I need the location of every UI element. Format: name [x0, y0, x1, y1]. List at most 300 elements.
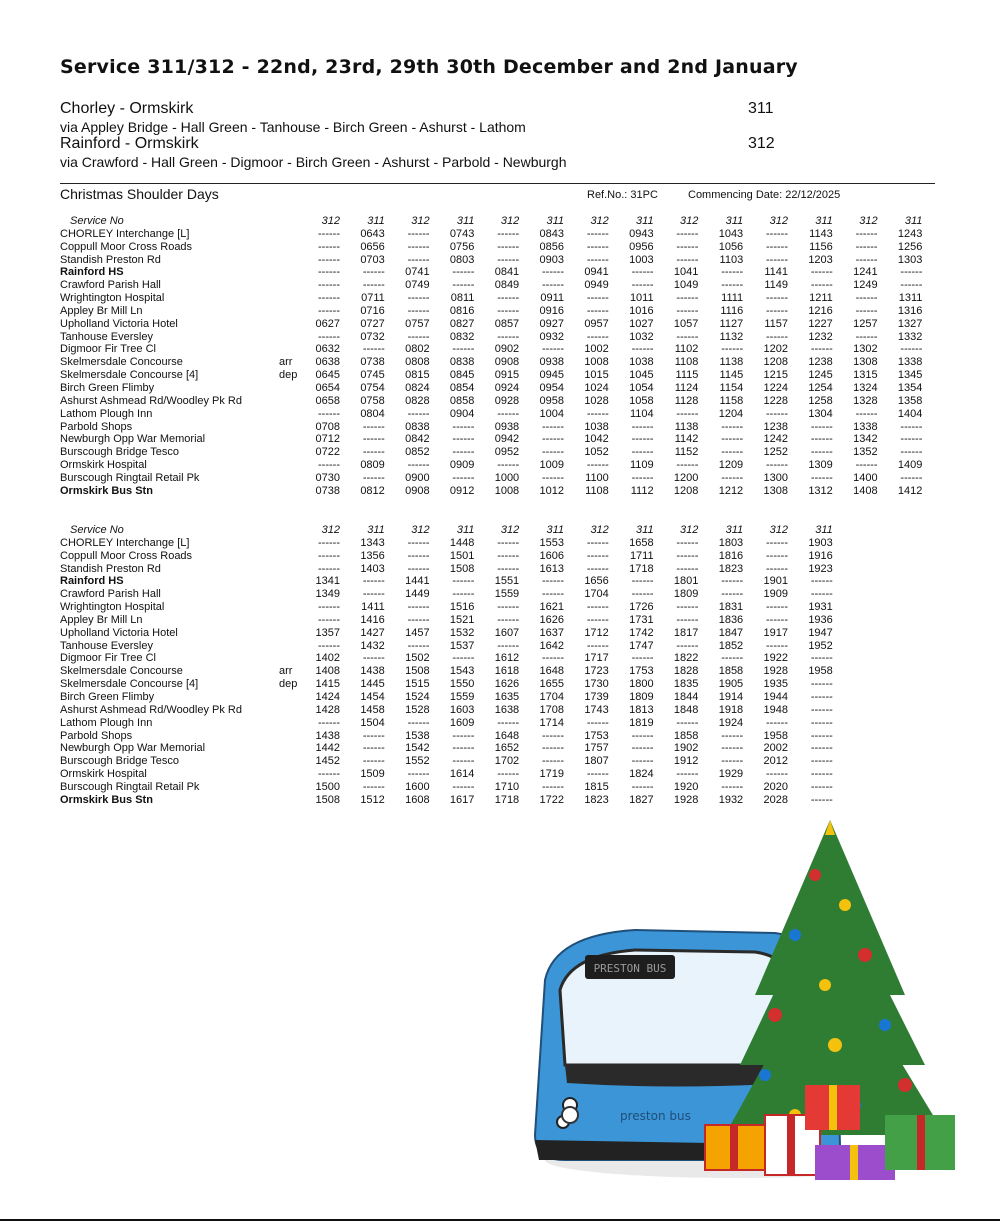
departure-time: 1537 [449, 639, 475, 652]
service-number: 312 [590, 524, 609, 536]
stop-name: Coppull Moor Cross Roads [60, 549, 193, 562]
departure-time: ------ [318, 768, 340, 781]
stop-name: Tanhouse Eversley [60, 330, 153, 343]
departure-time: ------ [362, 780, 385, 793]
departure-time: ------ [676, 613, 699, 626]
departure-time: 1252 [763, 446, 788, 459]
arr-dep-label: arr [279, 665, 293, 678]
service-number: 312 [321, 215, 340, 227]
service-number: 312 [411, 215, 430, 227]
departure-time: ------ [631, 420, 654, 433]
departure-time: ------ [676, 304, 699, 317]
departure-time: 1438 [360, 665, 385, 678]
departure-time: 1739 [584, 690, 609, 703]
departure-time: 1449 [405, 588, 430, 601]
departure-time: ------ [810, 266, 833, 279]
departure-time: 1448 [449, 536, 475, 549]
departure-time: ------ [810, 716, 833, 729]
departure-time: ------ [855, 330, 878, 343]
departure-time: 1932 [718, 793, 744, 806]
departure-time: 0816 [449, 304, 475, 317]
departure-time: 1813 [629, 703, 654, 716]
departure-time: 1304 [808, 407, 833, 420]
departure-time: 1316 [897, 304, 923, 317]
departure-time: 1254 [808, 381, 833, 394]
departure-time: ------ [452, 420, 475, 433]
departure-time: 1912 [673, 755, 699, 768]
departure-time: 0828 [405, 394, 430, 407]
departure-time: 1742 [629, 626, 654, 639]
service-number: 311 [636, 524, 654, 536]
departure-time: 1918 [718, 703, 744, 716]
departure-time: 1831 [718, 601, 744, 614]
arr-dep-label: dep [279, 678, 298, 691]
departure-time: 1847 [718, 626, 744, 639]
departure-time: 1542 [405, 742, 430, 755]
departure-time: 1400 [853, 471, 878, 484]
departure-time: 1212 [718, 484, 744, 497]
departure-time: 1952 [808, 639, 833, 652]
departure-time: 1104 [629, 407, 654, 420]
stop-name: Rainford HS [60, 575, 124, 588]
departure-time: 0908 [405, 484, 430, 497]
departure-time: 0956 [629, 240, 654, 253]
departure-time: ------ [721, 266, 744, 279]
departure-time: 1928 [673, 793, 699, 806]
departure-time: 1141 [764, 266, 788, 279]
departure-time: 0904 [449, 407, 475, 420]
departure-time: ------ [452, 343, 475, 356]
departure-time: ------ [318, 716, 340, 729]
departure-time: 0932 [539, 330, 564, 343]
departure-time: 1717 [584, 652, 609, 665]
departure-time: 1300 [763, 471, 788, 484]
departure-time: 0808 [405, 356, 430, 369]
departure-time: ------ [766, 768, 788, 781]
departure-time: 1931 [808, 601, 833, 614]
departure-time: 1158 [719, 394, 744, 407]
departure-time: 1909 [763, 588, 788, 601]
departure-time: 1612 [494, 652, 520, 665]
departure-time: ------ [586, 240, 609, 253]
departure-time: 1328 [853, 394, 878, 407]
departure-time: 1914 [718, 690, 744, 703]
departure-time: 1216 [808, 304, 833, 317]
departure-time: 0857 [494, 317, 520, 330]
departure-time: 0756 [449, 240, 475, 253]
departure-time: 1012 [539, 484, 564, 497]
departure-time: ------ [855, 227, 878, 240]
departure-time: 1823 [718, 562, 744, 575]
departure-time: ------ [407, 601, 430, 614]
departure-time: 1308 [853, 356, 878, 369]
departure-time: 1315 [853, 369, 878, 382]
service-number: 312 [411, 524, 430, 536]
departure-time: 0908 [494, 356, 520, 369]
departure-time: 1815 [584, 780, 609, 793]
departure-time: 1004 [539, 407, 564, 420]
stop-name: Crawford Parish Hall [60, 279, 161, 292]
departure-time: 1224 [763, 381, 788, 394]
service-number: 311 [456, 524, 475, 536]
departure-time: ------ [766, 253, 788, 266]
departure-time: 1528 [405, 703, 430, 716]
departure-time: 1658 [629, 536, 654, 549]
departure-time: 1613 [539, 562, 564, 575]
departure-time: 1606 [539, 549, 564, 562]
departure-time: ------ [407, 549, 430, 562]
departure-time: 1454 [360, 690, 385, 703]
departure-time: ------ [676, 639, 699, 652]
route-number-312: 312 [748, 135, 775, 152]
stop-name: Upholland Victoria Hotel [60, 626, 178, 639]
departure-time: ------ [631, 742, 654, 755]
departure-time: ------ [810, 446, 833, 459]
departure-time: 1638 [494, 703, 520, 716]
departure-time: ------ [407, 716, 430, 729]
departure-time: 1245 [808, 369, 833, 382]
departure-time: 1543 [449, 665, 475, 678]
departure-time: ------ [542, 420, 564, 433]
departure-time: 0852 [405, 446, 430, 459]
departure-time: 1402 [315, 652, 340, 665]
departure-time: 1726 [629, 601, 654, 614]
departure-time: 0749 [405, 279, 430, 292]
departure-time: ------ [676, 768, 699, 781]
departure-time: 1823 [584, 793, 609, 806]
departure-time: ------ [542, 279, 564, 292]
departure-time: 1445 [360, 678, 385, 691]
departure-time: 1108 [585, 484, 609, 497]
route-number-311: 311 [748, 100, 774, 117]
service-number: 311 [815, 524, 833, 536]
departure-time: ------ [497, 562, 520, 575]
departure-time: ------ [586, 639, 609, 652]
departure-time: ------ [766, 304, 788, 317]
departure-time: ------ [362, 279, 385, 292]
departure-time: ------ [586, 613, 609, 626]
stop-name: CHORLEY Interchange [L] [60, 227, 190, 240]
departure-time: 1944 [763, 690, 788, 703]
departure-time: ------ [318, 562, 340, 575]
departure-time: 0632 [315, 343, 340, 356]
departure-time: ------ [586, 253, 609, 266]
departure-time: 0928 [494, 394, 520, 407]
departure-time: ------ [407, 768, 430, 781]
departure-time: ------ [586, 768, 609, 781]
arr-dep-label: dep [279, 369, 298, 382]
arr-dep-label: arr [279, 356, 293, 369]
departure-time: ------ [766, 613, 788, 626]
departure-time: 1501 [449, 549, 475, 562]
departure-time: ------ [497, 459, 520, 472]
departure-time: ------ [766, 562, 788, 575]
departure-time: ------ [721, 755, 744, 768]
departure-time: ------ [631, 575, 654, 588]
departure-time: 1947 [808, 626, 833, 639]
departure-time: 1111 [721, 292, 744, 305]
departure-time: ------ [362, 420, 385, 433]
departure-time: 0638 [315, 356, 340, 369]
service-number: 312 [769, 524, 788, 536]
stop-name: Birch Green Flimby [60, 381, 155, 394]
departure-time: 1027 [629, 317, 654, 330]
departure-time: 1341 [315, 575, 340, 588]
service-number: 312 [769, 215, 788, 227]
header-divider [60, 183, 935, 184]
departure-time: 1704 [584, 588, 609, 601]
departure-time: 1256 [897, 240, 923, 253]
departure-time: 0812 [360, 484, 385, 497]
departure-time: ------ [407, 459, 430, 472]
departure-time: 1743 [584, 703, 609, 716]
departure-time: 1124 [674, 381, 699, 394]
departure-time: ------ [318, 601, 340, 614]
departure-time: 0716 [360, 304, 385, 317]
stop-name: Burscough Ringtail Retail Pk [60, 471, 200, 484]
service-number: 312 [321, 524, 340, 536]
departure-time: 1152 [674, 446, 699, 459]
service-number: 311 [636, 215, 654, 227]
departure-time: ------ [542, 780, 564, 793]
departure-time: 1324 [853, 381, 878, 394]
departure-time: 1730 [584, 678, 609, 691]
departure-time: 1958 [808, 665, 833, 678]
departure-time: 1719 [539, 768, 564, 781]
departure-time: 1652 [494, 742, 520, 755]
departure-time: 1211 [809, 292, 833, 305]
departure-time: ------ [766, 459, 788, 472]
departure-time: ------ [318, 330, 340, 343]
page-title: Service 311/312 - 22nd, 23rd, 29th 30th December and 2nd January [60, 56, 798, 78]
departure-time: 1515 [405, 678, 430, 691]
departure-time: 1747 [629, 639, 654, 652]
departure-time: 1208 [763, 356, 788, 369]
departure-time: 1609 [449, 716, 475, 729]
departure-time: ------ [542, 652, 564, 665]
departure-time: 1312 [808, 484, 833, 497]
departure-time: 1343 [360, 536, 385, 549]
departure-time: ------ [318, 549, 340, 562]
departure-time: ------ [452, 780, 475, 793]
departure-time: 1637 [539, 626, 564, 639]
departure-time: 1924 [718, 716, 744, 729]
departure-time: 0643 [360, 227, 385, 240]
departure-time: ------ [542, 471, 564, 484]
departure-time: ------ [362, 266, 385, 279]
departure-time: 1753 [629, 665, 654, 678]
departure-time: ------ [676, 227, 699, 240]
departure-time: 0941 [584, 266, 609, 279]
departure-time: 1626 [539, 613, 564, 626]
departure-time: 0754 [360, 381, 385, 394]
departure-time: 1819 [629, 716, 654, 729]
departure-time: 1100 [585, 471, 609, 484]
departure-time: ------ [855, 407, 878, 420]
departure-time: 0727 [360, 317, 385, 330]
service-number: 311 [725, 215, 744, 227]
departure-time: 1412 [897, 484, 923, 497]
stop-name: Skelmersdale Concourse [60, 356, 183, 369]
departure-time: ------ [497, 768, 520, 781]
departure-time: ------ [810, 433, 833, 446]
service-no-label: Service No [70, 215, 124, 227]
departure-time: ------ [766, 407, 788, 420]
departure-time: ------ [452, 755, 475, 768]
departure-time: 0911 [540, 292, 564, 305]
departure-time: 1635 [494, 690, 520, 703]
departure-time: ------ [318, 253, 340, 266]
departure-time: ------ [497, 304, 520, 317]
departure-time: 1801 [673, 575, 699, 588]
departure-time: ------ [452, 433, 475, 446]
departure-time: 1512 [360, 793, 385, 806]
departure-time: ------ [721, 279, 744, 292]
departure-time: 1142 [674, 433, 699, 446]
departure-time: ------ [810, 729, 833, 742]
departure-time: 0645 [315, 369, 340, 382]
departure-time: 1157 [764, 317, 788, 330]
departure-time: ------ [721, 343, 744, 356]
departure-time: 0938 [539, 356, 564, 369]
departure-time: ------ [318, 292, 340, 305]
departure-time: 0938 [494, 420, 520, 433]
departure-time: 1041 [673, 266, 699, 279]
departure-time: 1311 [898, 292, 923, 305]
departure-time: 1757 [584, 742, 609, 755]
departure-time: 1524 [405, 690, 430, 703]
departure-time: 2002 [763, 742, 788, 755]
departure-time: ------ [900, 343, 923, 356]
departure-time: ------ [631, 755, 654, 768]
departure-time: 1309 [808, 459, 833, 472]
departure-time: 1935 [763, 678, 788, 691]
departure-time: ------ [721, 729, 744, 742]
departure-time: ------ [766, 240, 788, 253]
departure-time: ------ [362, 471, 385, 484]
bus-destination-sign: PRESTON BUS [593, 962, 667, 975]
departure-time: 0942 [494, 433, 520, 446]
departure-time: 1015 [584, 369, 609, 382]
departure-time: ------ [318, 227, 340, 240]
departure-time: 1917 [763, 626, 788, 639]
departure-time: 2012 [763, 755, 788, 768]
departure-time: ------ [542, 266, 564, 279]
departure-time: ------ [318, 240, 340, 253]
departure-time: ------ [407, 253, 430, 266]
stop-name: Lathom Plough Inn [60, 716, 153, 729]
departure-time: ------ [676, 549, 699, 562]
departure-time: ------ [452, 279, 475, 292]
departure-time: ------ [407, 562, 430, 575]
departure-time: ------ [810, 703, 833, 716]
departure-time: ------ [318, 266, 340, 279]
departure-time: 1428 [315, 703, 340, 716]
departure-time: ------ [900, 433, 923, 446]
departure-time: 1809 [673, 588, 699, 601]
stop-name: CHORLEY Interchange [L] [60, 536, 190, 549]
departure-time: 1552 [405, 755, 430, 768]
departure-time: ------ [721, 575, 744, 588]
stop-name: Ormskirk Hospital [60, 459, 147, 472]
departure-time: 0915 [494, 369, 520, 382]
departure-time: ------ [810, 652, 833, 665]
stop-name: Standish Preston Rd [60, 253, 161, 266]
departure-time: ------ [542, 343, 564, 356]
departure-time: 0757 [405, 317, 430, 330]
departure-time: 1112 [630, 484, 654, 497]
departure-time: ------ [721, 446, 744, 459]
departure-time: 1258 [808, 394, 833, 407]
departure-time: 1958 [763, 729, 788, 742]
departure-time: ------ [407, 639, 430, 652]
departure-time: 1559 [494, 588, 520, 601]
departure-time: ------ [497, 549, 520, 562]
departure-time: ------ [497, 536, 520, 549]
departure-time: 1408 [315, 665, 340, 678]
departure-time: 1352 [853, 446, 878, 459]
departure-time: ------ [721, 420, 744, 433]
departure-time: 2020 [763, 780, 788, 793]
departure-time: 1438 [315, 729, 340, 742]
departure-time: ------ [766, 639, 788, 652]
departure-time: 1016 [629, 304, 654, 317]
departure-time: 0841 [494, 266, 520, 279]
departure-time: ------ [676, 459, 699, 472]
departure-time: ------ [631, 446, 654, 459]
departure-time: 1127 [719, 317, 744, 330]
departure-time: 1844 [673, 690, 699, 703]
departure-time: 1538 [405, 729, 430, 742]
departure-time: 1043 [718, 227, 744, 240]
departure-time: ------ [676, 716, 699, 729]
departure-time: 1648 [494, 729, 520, 742]
departure-time: 1614 [449, 768, 475, 781]
departure-time: 1901 [763, 575, 788, 588]
departure-time: 1249 [853, 279, 878, 292]
departure-time: 1822 [673, 652, 699, 665]
departure-time: ------ [497, 716, 520, 729]
service-number: 312 [590, 215, 609, 227]
service-no-label: Service No [70, 524, 124, 536]
departure-time: 1302 [853, 343, 878, 356]
departure-time: 0927 [539, 317, 564, 330]
service-number: 312 [500, 524, 520, 536]
departure-time: 1836 [718, 613, 744, 626]
departure-time: ------ [676, 330, 699, 343]
route-name-311: Chorley - Ormskirk [60, 100, 194, 117]
departure-time: 1054 [629, 381, 654, 394]
departure-time: ------ [586, 536, 609, 549]
departure-time: ------ [407, 536, 430, 549]
departure-time: 1923 [808, 562, 833, 575]
departure-time: ------ [676, 601, 699, 614]
departure-time: ------ [676, 240, 699, 253]
departure-time: ------ [362, 729, 385, 742]
departure-time: 1608 [405, 793, 430, 806]
stop-name: Newburgh Opp War Memorial [60, 433, 206, 446]
departure-time: 1948 [763, 703, 788, 716]
departure-time: 1008 [584, 356, 609, 369]
departure-time: 0656 [360, 240, 385, 253]
departure-time: 1852 [718, 639, 744, 652]
departure-time: ------ [407, 304, 430, 317]
departure-time: 1257 [853, 317, 878, 330]
departure-time: 0811 [450, 292, 475, 305]
departure-time: 1056 [718, 240, 744, 253]
departure-time: 1143 [809, 227, 833, 240]
departure-time: 1038 [629, 356, 654, 369]
